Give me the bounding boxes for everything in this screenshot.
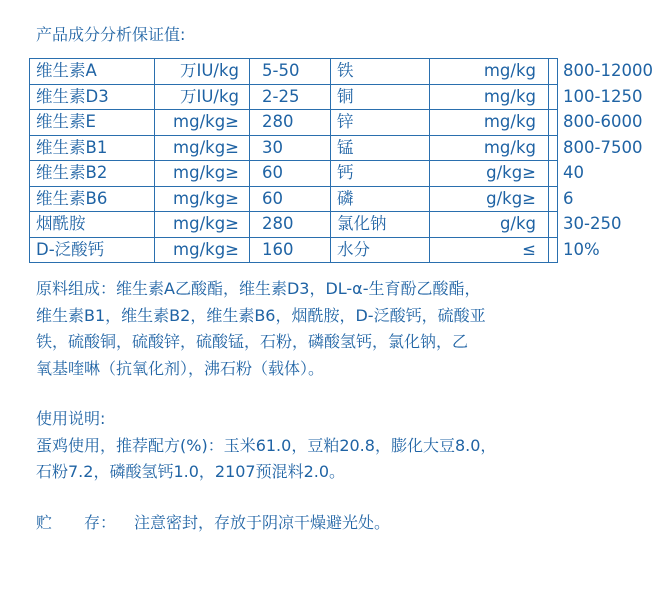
mineral-value-cell: 800-12000 (549, 59, 558, 85)
mineral-name-cell: 氯化钠 (331, 212, 430, 238)
nutrient-unit-cell: 万IU/kg (155, 59, 250, 85)
composition-line: 氧基喹啉（抗氧化剂），沸石粉（载体）。 (36, 358, 325, 378)
mineral-name-cell: 铜 (331, 84, 430, 110)
mineral-value-cell: 30-250 (549, 212, 558, 238)
table-row (30, 186, 558, 212)
table-row (30, 237, 558, 263)
mineral-unit-cell: mg/kg (430, 59, 549, 85)
composition-line: 维生素B1，维生素B2，维生素B6，烟酰胺，D-泛酸钙，硫酸亚 (36, 305, 486, 325)
storage-section (36, 510, 390, 537)
mineral-unit-cell: g/kg (430, 212, 549, 238)
usage-line: 蛋鸡使用，推荐配方(%)：玉米61.0，豆粕20.8，膨化大豆8.0， (36, 435, 497, 455)
table-row (30, 161, 558, 187)
usage-section (36, 406, 496, 486)
mineral-value-cell: 40 (549, 161, 558, 187)
usage-title: 使用说明: (36, 409, 106, 428)
nutrient-name-cell: D-泛酸钙 (30, 237, 155, 263)
mineral-name-cell: 锰 (331, 135, 430, 161)
mineral-value-cell: 800-6000 (549, 110, 558, 136)
mineral-unit-cell: ≤ (430, 237, 549, 263)
mineral-name-cell: 铁 (331, 59, 430, 85)
composition-line: 铁，硫酸铜，硫酸锌，硫酸锰，石粉，磷酸氢钙，氯化钠，乙 (36, 332, 469, 351)
nutrient-name-cell: 维生素D3 (30, 84, 155, 110)
nutrient-unit-cell: mg/kg≥ (155, 161, 250, 187)
usage-line: 石粉7.2，磷酸氢钙1.0，2107预混料2.0。 (36, 462, 346, 481)
storage-label: 贮 存： (36, 513, 117, 532)
mineral-unit-cell: g/kg≥ (430, 161, 549, 187)
mineral-value-cell: 6 (549, 186, 558, 212)
nutrient-name-cell: 维生素B1 (30, 135, 155, 161)
table-row (30, 84, 558, 110)
mineral-value-cell: 100-1250 (549, 84, 558, 110)
mineral-name-cell: 水分 (331, 237, 430, 263)
mineral-name-cell: 磷 (331, 186, 430, 212)
mineral-unit-cell: mg/kg (430, 110, 549, 136)
nutrient-value-cell: 280 (250, 212, 331, 238)
nutrient-value-cell: 5-50 (250, 59, 331, 85)
mineral-unit-cell: mg/kg (430, 84, 549, 110)
table-row (30, 59, 558, 85)
nutrient-unit-cell: mg/kg≥ (155, 212, 250, 238)
nutrient-value-cell: 160 (250, 237, 331, 263)
nutrient-name-cell: 烟酰胺 (30, 212, 155, 238)
nutrient-unit-cell: 万IU/kg (155, 84, 250, 110)
nutrient-value-cell: 2-25 (250, 84, 331, 110)
nutrient-name-cell: 维生素E (30, 110, 155, 136)
nutrient-name-cell: 维生素B2 (30, 161, 155, 187)
mineral-name-cell: 钙 (331, 161, 430, 187)
nutrient-value-cell: 60 (250, 186, 331, 212)
table-row (30, 212, 558, 238)
mineral-unit-cell: mg/kg (430, 135, 549, 161)
nutrient-name-cell: 维生素B6 (30, 186, 155, 212)
guaranteed-analysis-table (29, 58, 653, 263)
nutrient-unit-cell: mg/kg≥ (155, 110, 250, 136)
nutrient-unit-cell: mg/kg≥ (155, 135, 250, 161)
mineral-name-cell: 锌 (331, 110, 430, 136)
nutrient-value-cell: 30 (250, 135, 331, 161)
mineral-value-cell: 800-7500 (549, 135, 558, 161)
table-row (30, 110, 558, 136)
section-heading-analysis: 产品成分分析保证值: (36, 25, 186, 44)
nutrient-unit-cell: mg/kg≥ (155, 186, 250, 212)
nutrient-value-cell: 280 (250, 110, 331, 136)
mineral-value-cell: 10% (549, 237, 558, 263)
storage-text: 注意密封，存放于阴凉干燥避光处。 (134, 513, 391, 532)
composition-line: 原料组成：维生素A乙酸酯，维生素D3，DL-α-生育酚乙酸酯， (36, 279, 481, 298)
mineral-unit-cell: g/kg≥ (430, 186, 549, 212)
nutrient-unit-cell: mg/kg≥ (155, 237, 250, 263)
table-row (30, 135, 558, 161)
composition-paragraph (36, 276, 486, 382)
nutrient-value-cell: 60 (250, 161, 331, 187)
nutrient-name-cell: 维生素A (30, 59, 155, 85)
